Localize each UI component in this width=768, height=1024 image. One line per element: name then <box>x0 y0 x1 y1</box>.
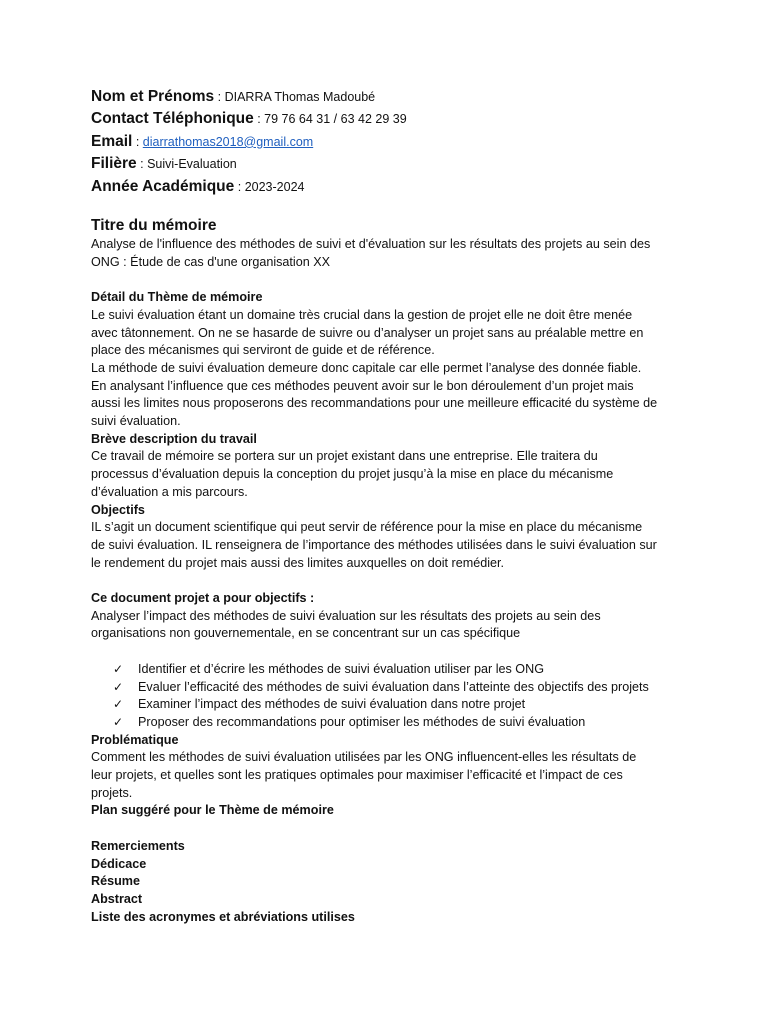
filiere-value: : Suivi-Evaluation <box>136 157 237 172</box>
spacer <box>91 271 691 289</box>
detail-line: La méthode de suivi évaluation demeure donc capitale car elle permet l’analyse des donnée fiable. <box>91 360 642 375</box>
email-label: Email <box>91 132 133 150</box>
objectifs-line: de suivi évaluation. IL renseignera de l’importance des méthodes utilisées dans le suivi évaluation sur <box>91 537 657 552</box>
plan-item: Dédicace <box>91 856 147 871</box>
checklist-item <box>91 714 691 732</box>
title-line: ONG : Étude de cas d'une organisation XX <box>91 254 331 269</box>
memoire-title-heading: Titre du mémoire <box>91 217 217 234</box>
phone-value: : 79 76 64 31 / 63 42 29 39 <box>253 112 407 127</box>
detail-line: avec tâtonnement. On ne se hasarde de suivre ou d’analyser un projet sans au préalable mettre en <box>91 325 644 340</box>
doc-objectifs-heading: Ce document projet a pour objectifs : <box>91 591 315 606</box>
plan-item: Remerciements <box>91 838 185 853</box>
checklist-item-text: Evaluer l’efficacité des méthodes de suivi évaluation dans l’atteinte des objectifs des projets <box>138 679 649 694</box>
problematique-line: Comment les méthodes de suivi évaluation utilisées par les ONG influencent-elles les résultats de <box>91 750 637 765</box>
checkmark-icon: ✓ <box>113 679 124 694</box>
detail-line: En analysant l’influence que ces méthodes peuvent avoir sur le bon déroulement d’un projet mais <box>91 378 634 393</box>
objectifs-heading: Objectifs <box>91 502 145 517</box>
plan-item: Résume <box>91 874 140 889</box>
document-body <box>91 236 691 926</box>
detail-heading: Détail du Thème de mémoire <box>91 290 263 305</box>
name-value: : DIARRA Thomas Madoubé <box>214 90 376 104</box>
spacer <box>91 820 691 838</box>
phone-row <box>91 108 691 130</box>
doc-objectifs-line: Analyser l’impact des méthodes de suivi évaluation sur les résultats des projets au sein des <box>91 608 601 623</box>
detail-line: aussi les limites nous proposerons des recommandations pour une meilleure efficacité du système de <box>91 396 658 411</box>
checklist-item <box>91 696 691 714</box>
name-row <box>91 86 691 108</box>
checklist-item-text: Proposer des recommandations pour optimiser les méthodes de suivi évaluation <box>138 714 586 729</box>
email-link[interactable]: diarrathomas2018@gmail.com <box>142 134 314 149</box>
checkmark-icon: ✓ <box>113 661 124 676</box>
problematique-heading: Problématique <box>91 732 179 747</box>
doc-objectifs-line: organisations non gouvernementale, en se concentrant sur un cas spécifique <box>91 626 521 641</box>
detail-line: Le suivi évaluation étant un domaine très crucial dans la gestion de projet elle ne doit être menée <box>91 307 633 322</box>
plan-heading: Plan suggéré pour le Thème de mémoire <box>91 803 334 818</box>
checklist-item-text: Identifier et d’écrire les méthodes de suivi évaluation utiliser par les ONG <box>138 661 544 676</box>
checklist-item <box>91 661 691 679</box>
spacer <box>91 643 691 661</box>
plan-item: Liste des acronymes et abréviations utilises <box>91 909 355 924</box>
annee-label: Année Académique <box>91 177 235 195</box>
student-info <box>91 86 691 198</box>
checkmark-icon: ✓ <box>113 714 124 729</box>
objectives-checklist <box>91 661 691 732</box>
breve-line: processus d’évaluation depuis la conception du projet jusqu’à la mise en place du mécanisme <box>91 467 614 482</box>
checklist-item <box>91 679 691 697</box>
filiere-label: Filière <box>91 155 137 173</box>
email-separator: : <box>132 134 143 149</box>
checkmark-icon: ✓ <box>113 697 124 712</box>
annee-value: : 2023-2024 <box>234 179 305 194</box>
annee-row <box>91 176 691 198</box>
objectifs-line: IL s’agit un document scientifique qui peut servir de référence pour la mise en place du mécanisme <box>91 520 643 535</box>
title-line: Analyse de l'influence des méthodes de suivi et d'évaluation sur les résultats des projets au sein des <box>91 237 651 251</box>
problematique-line: leur projets, et quelles sont les pratiques optimales pour maximiser l’efficacité et l’impact de ces <box>91 768 623 783</box>
breve-line: d’évaluation a mis parcours. <box>91 484 248 499</box>
name-label: Nom et Prénoms <box>91 88 215 105</box>
filiere-row <box>91 153 691 175</box>
plan-item: Abstract <box>91 891 143 906</box>
breve-heading: Brève description du travail <box>91 431 257 446</box>
objectifs-line: le rendement du projet mais aussi des limites auxquelles on doit remédier. <box>91 555 505 570</box>
problematique-line: projets. <box>91 785 133 800</box>
breve-line: Ce travail de mémoire se portera sur un projet existant dans une entreprise. Elle traitera du <box>91 449 598 464</box>
detail-line: place des mécanismes qui serviront de guide et de référence. <box>91 343 435 358</box>
checklist-item-text: Examiner l’impact des méthodes de suivi évaluation dans notre projet <box>138 697 526 712</box>
phone-label: Contact Téléphonique <box>91 110 254 128</box>
spacer <box>91 572 691 590</box>
email-row <box>91 131 691 153</box>
detail-line: suivi évaluation. <box>91 414 181 429</box>
